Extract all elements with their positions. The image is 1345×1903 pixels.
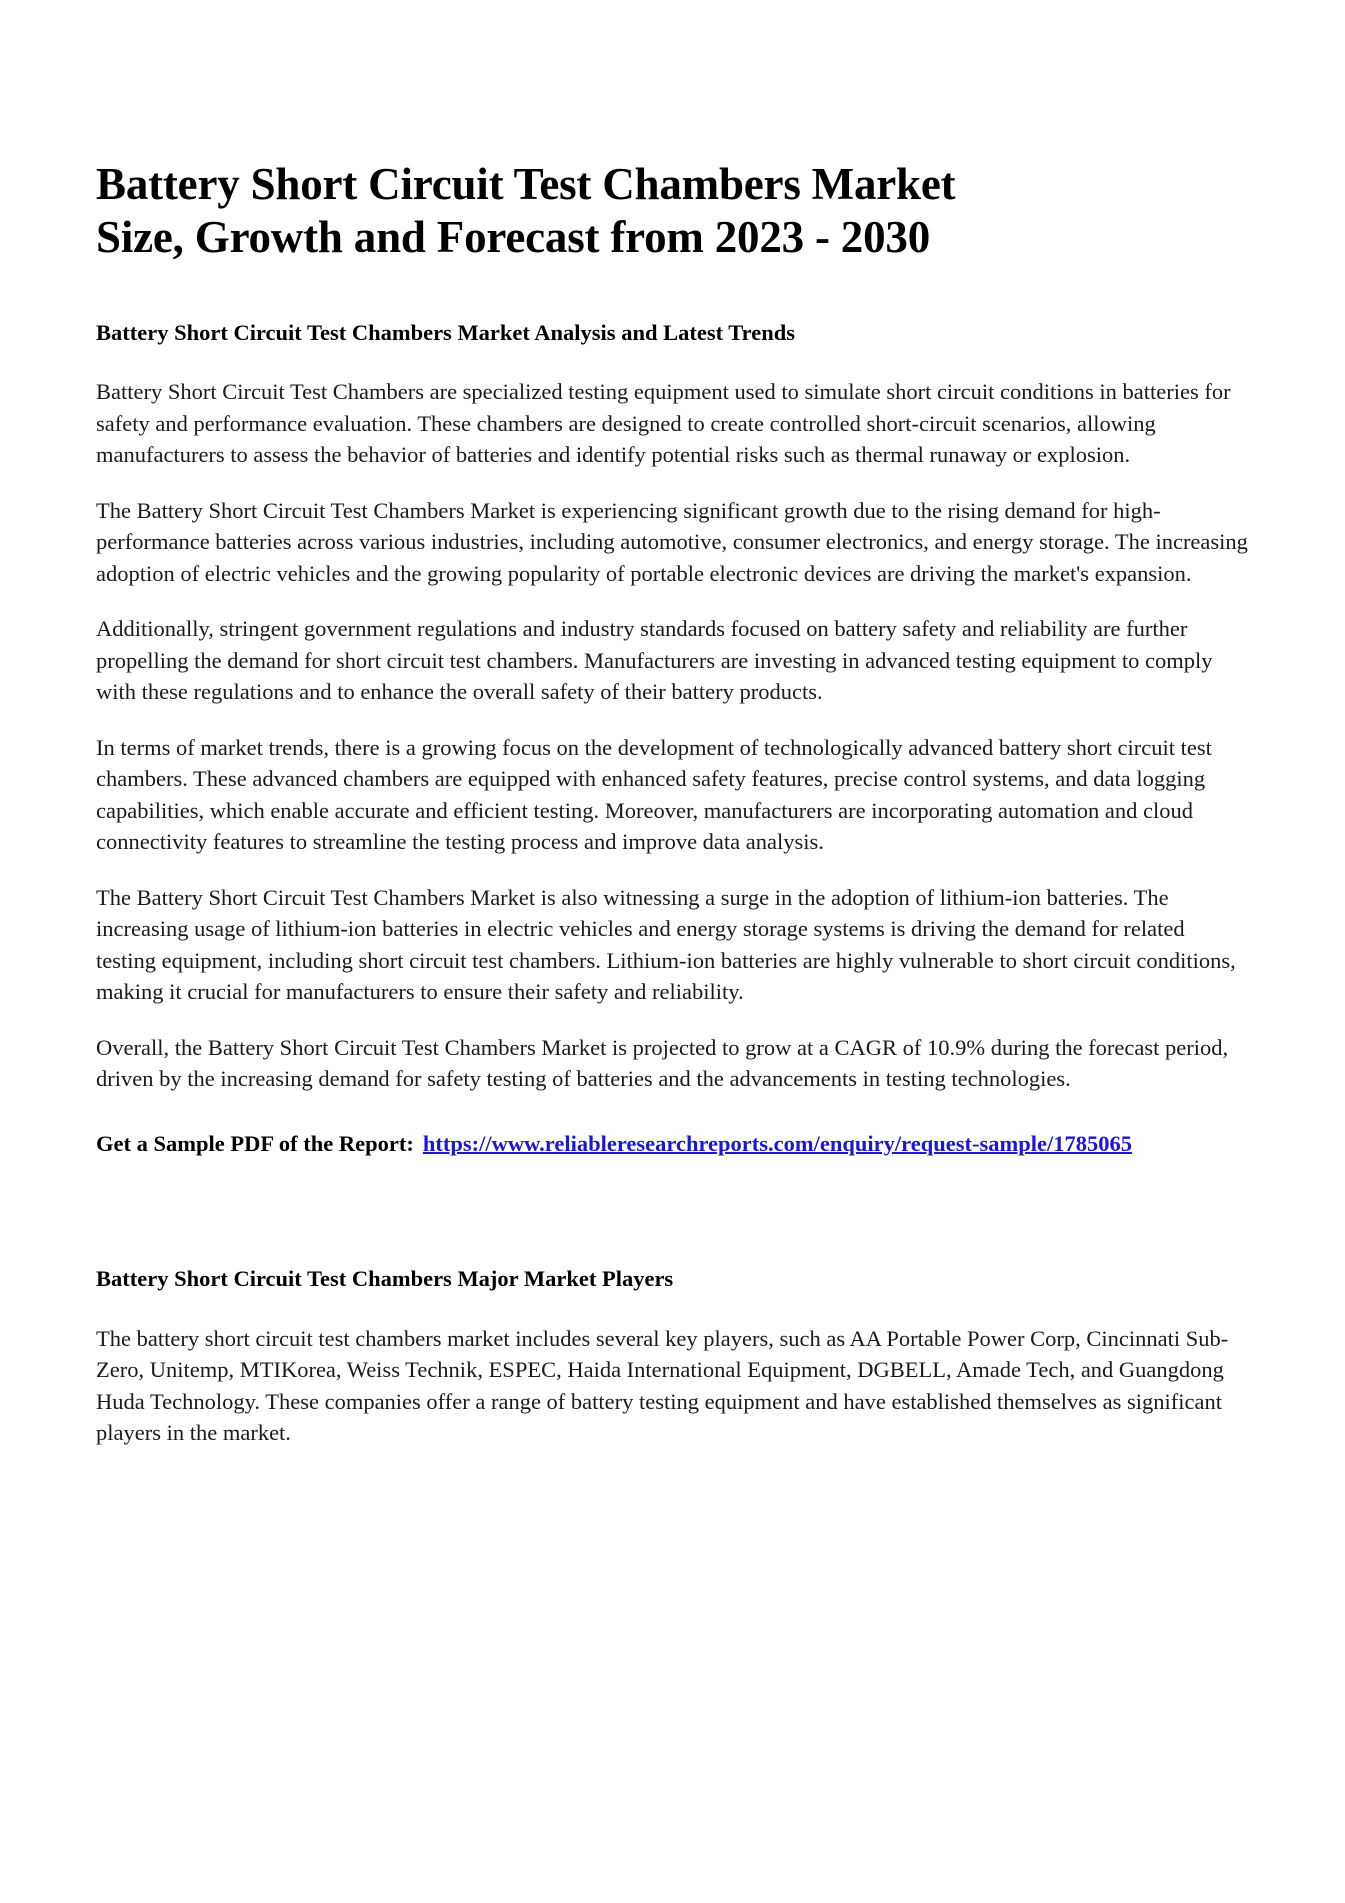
paragraph-major-players: The battery short circuit test chambers market includes several key players, such as AA Portable Power Corp, Cincinnati Sub-Zero, Unitemp, MTIKorea, Weiss Technik, ESPEC, Haida International Equipment, DGBELL, Amade Tech, and Guangdong Huda Technology. These companies offer a range of battery testing equipment and have established themselves as significant players in the market. <box>96 1325 1229 1446</box>
paragraph-lithium-ion: The Battery Short Circuit Test Chambers Market is also witnessing a surge in the adoption of lithium-ion batteries. The increasing usage of lithium-ion batteries in electric vehicles and energy storage systems is driving the demand for related testing equipment, including short circuit test chambers. Lithium-ion batteries are highly vulnerable to short circuit conditions, making it crucial for manufacturers to ensure their safety and reliability. <box>96 884 1236 1005</box>
page-title <box>96 0 1248 264</box>
sample-pdf-block <box>96 1095 1248 1160</box>
heading-market-analysis: Battery Short Circuit Test Chambers Market Analysis and Latest Trends <box>96 320 795 346</box>
paragraph-regulations: Additionally, stringent government regulations and industry standards focused on battery safety and reliability are further propelling the demand for short circuit test chambers. Manufacturers are investing in advanced testing equipment to comply with these regulations and to enhance the overall safety of their battery products. <box>96 616 1213 705</box>
page-title-line-1: Battery Short Circuit Test Chambers Market <box>96 159 956 209</box>
paragraph-definition: Battery Short Circuit Test Chambers are specialized testing equipment used to simulate short circuit conditions in batteries for safety and performance evaluation. These chambers are designed to create controlled short-circuit scenarios, allowing manufacturers to assess the behavior of batteries and identify potential risks such as thermal runaway or explosion. <box>96 379 1231 468</box>
heading-major-market-players: Battery Short Circuit Test Chambers Major Market Players <box>96 1266 674 1292</box>
paragraph-market-trends: In terms of market trends, there is a growing focus on the development of technologically advanced battery short circuit test chambers. These advanced chambers are equipped with enhanced safety features, precise control systems, and data logging capabilities, which enable accurate and efficient testing. Moreover, manufacturers are incorporating automation and cloud connectivity features to streamline the testing process and improve data analysis. <box>96 734 1212 855</box>
sample-pdf-label: Get a Sample PDF of the Report: <box>96 1130 414 1156</box>
paragraph-market-growth: The Battery Short Circuit Test Chambers Market is experiencing significant growth due to the rising demand for high-performance batteries across various industries, including automotive, consumer electronics, and energy storage. The increasing adoption of electric vehicles and the growing popularity of portable electronic devices are driving the market's expansion. <box>96 497 1248 586</box>
document-content <box>96 0 1248 1449</box>
sample-pdf-link[interactable]: https://www.reliableresearchreports.com/enquiry/request-sample/1785065 <box>422 1130 1132 1156</box>
section-spacer <box>96 1159 1248 1185</box>
page-title-line-2: Size, Growth and Forecast from 2023 - 2030 <box>96 212 931 263</box>
paragraph-cagr-outlook: Overall, the Battery Short Circuit Test Chambers Market is projected to grow at a CAGR of 10.9% during the forecast period, driven by the increasing demand for safety testing of batteries and the advancements in testing technologies. <box>96 1034 1229 1092</box>
